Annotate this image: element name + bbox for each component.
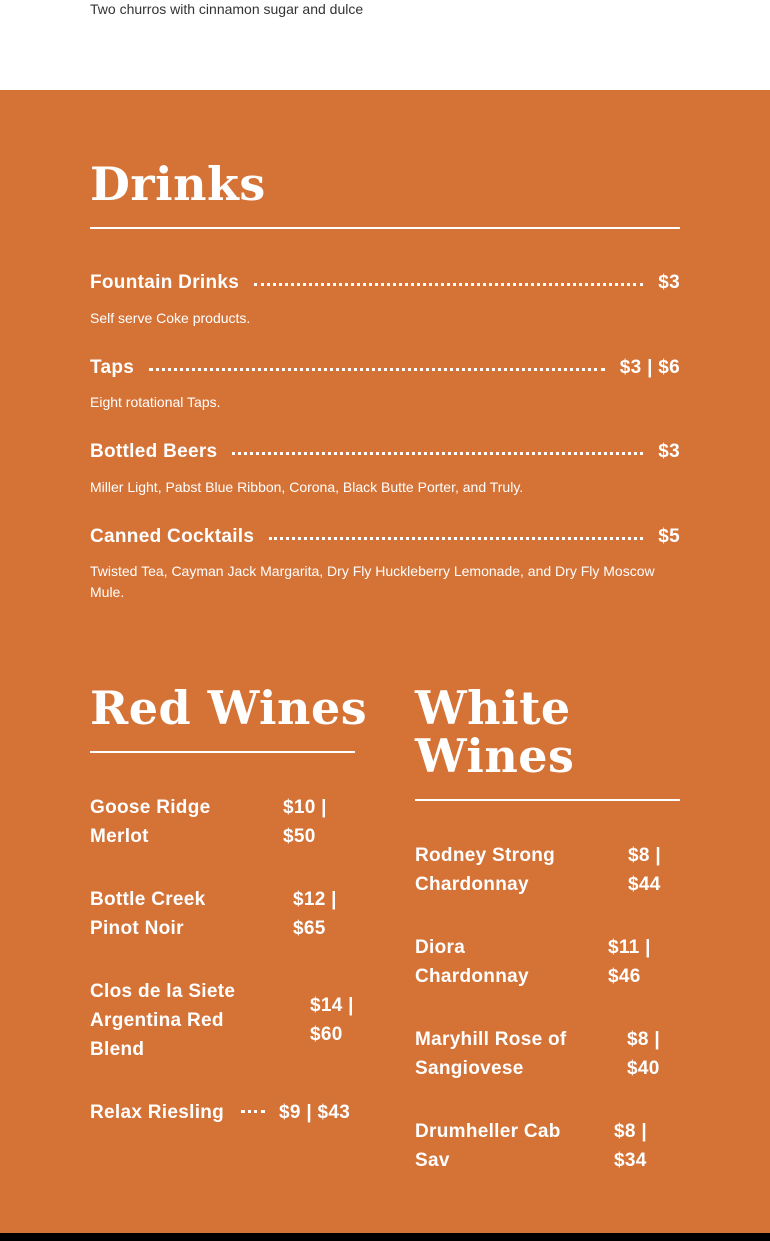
wine-price: $12 | $65 <box>293 889 337 939</box>
wine-name: Relax Riesling <box>90 1102 225 1123</box>
drink-name: Fountain Drinks <box>90 272 240 293</box>
drinks-title: Drinks <box>90 157 266 211</box>
dot-leader <box>241 1110 265 1113</box>
drink-name: Canned Cocktails <box>90 526 255 547</box>
wine-name: Goose Ridge Merlot <box>90 797 211 847</box>
wine-name: Rodney Strong Chardonnay <box>415 845 556 895</box>
previous-section <box>0 0 770 90</box>
drink-item <box>90 524 680 550</box>
wine-price: $8 | $40 <box>627 1029 660 1079</box>
wine-name: Diora Chardonnay <box>415 937 529 987</box>
wine-name: Maryhill Rose of Sangiovese <box>415 1029 567 1079</box>
wine-price: $9 | $43 <box>279 1102 351 1123</box>
wine-price: $8 | $34 <box>614 1121 647 1171</box>
dot-leader <box>232 452 643 455</box>
white-wines-title: White Wines <box>415 681 575 783</box>
drinks-divider <box>90 227 680 229</box>
footer-bar <box>0 1233 770 1241</box>
drink-price: $3 <box>658 272 680 293</box>
drink-price: $5 <box>658 526 680 547</box>
drink-description: Self serve Coke products. <box>90 310 251 326</box>
wine-price: $8 | $44 <box>628 845 661 895</box>
red-wines-divider <box>90 751 355 753</box>
drink-item <box>90 355 680 381</box>
wine-name: Bottle Creek Pinot Noir <box>90 889 206 939</box>
drink-item <box>90 439 680 465</box>
red-wines-title: Red Wines <box>90 681 368 735</box>
drink-price: $3 <box>658 441 680 462</box>
drink-description: Eight rotational Taps. <box>90 394 221 410</box>
previous-item-description: Two churros with cinnamon sugar and dulce <box>90 1 364 17</box>
white-wines-divider <box>415 799 680 801</box>
drink-name: Taps <box>90 357 135 378</box>
wine-price: $10 | $50 <box>283 797 327 847</box>
drink-name: Bottled Beers <box>90 441 218 462</box>
wine-name: Drumheller Cab Sav <box>415 1121 561 1171</box>
drink-description: Twisted Tea, Cayman Jack Margarita, Dry Fly Huckleberry Lemonade, and Dry Fly Moscow Mule. <box>90 563 655 600</box>
drink-description: Miller Light, Pabst Blue Ribbon, Corona, Black Butte Porter, and Truly. <box>90 479 524 495</box>
wine-price: $11 | $46 <box>608 937 651 987</box>
dot-leader <box>254 283 643 286</box>
wine-price: $14 | $60 <box>310 995 354 1045</box>
drink-price: $3 | $6 <box>619 357 680 378</box>
dot-leader <box>269 537 643 540</box>
dot-leader <box>149 368 605 371</box>
drink-item <box>90 270 680 296</box>
wine-name: Clos de la Siete Argentina Red Blend <box>90 981 236 1060</box>
